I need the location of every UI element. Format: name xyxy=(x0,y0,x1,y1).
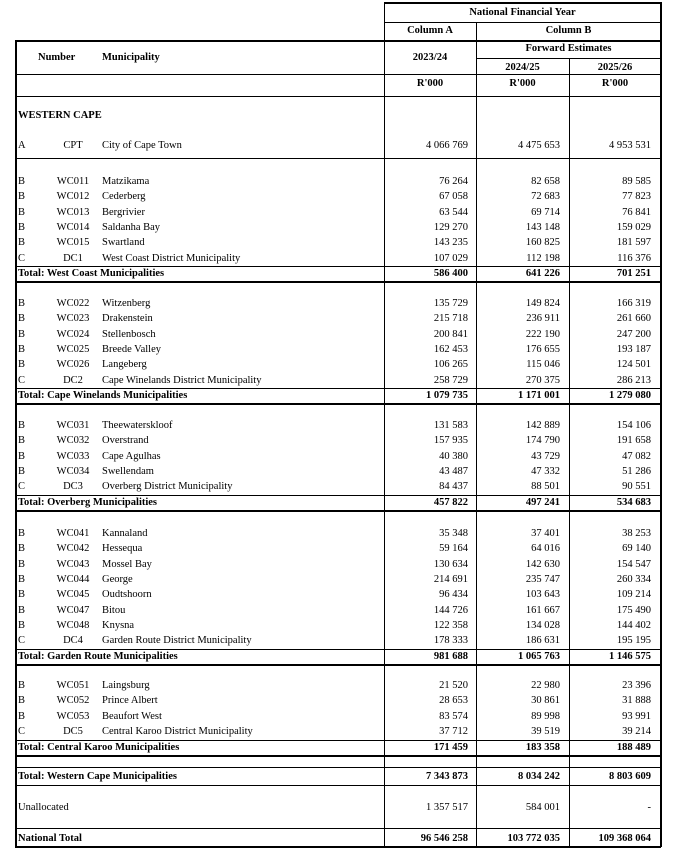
municipality-name: Mossel Bay xyxy=(102,558,152,570)
row-divider xyxy=(15,158,661,159)
value-2025-26: 31 888 xyxy=(622,695,651,707)
municipality-heading: Municipality xyxy=(102,52,160,63)
value-2025-26: 286 213 xyxy=(616,374,651,386)
value-2023-24: 67 058 xyxy=(439,191,468,203)
value-2024-25: 143 148 xyxy=(525,221,560,233)
value-2024-25: 64 016 xyxy=(531,543,560,555)
value-2023-24: 21 520 xyxy=(439,680,468,691)
municipality-category: B xyxy=(18,619,26,631)
municipality-category: B xyxy=(18,573,26,585)
municipality-category: B xyxy=(18,543,26,555)
value-2024-25: 584 001 xyxy=(525,802,560,813)
value-2023-24: 129 270 xyxy=(433,221,468,233)
value-2023-24: 178 333 xyxy=(433,635,468,647)
municipality-category: C xyxy=(18,725,26,737)
municipality-code: WC013 xyxy=(56,206,90,218)
year-column-b2: 2025/26 xyxy=(597,62,633,73)
municipality-code: WC023 xyxy=(56,313,90,325)
value-2025-26: 4 953 531 xyxy=(609,140,651,151)
value-2025-26: 144 402 xyxy=(616,619,651,631)
municipality-name: Knysna xyxy=(102,619,135,631)
column-divider xyxy=(384,2,385,847)
value-2024-25: 22 980 xyxy=(531,680,560,691)
value-2023-24: 258 729 xyxy=(433,374,468,386)
value-2024-25: 88 501 xyxy=(531,481,560,493)
row-divider xyxy=(15,403,661,405)
value-2024-25: 89 998 xyxy=(531,710,560,722)
value-2023-24: 59 164 xyxy=(439,543,468,555)
value-2025-26: 159 029 xyxy=(616,221,651,233)
value-2023-24: 586 400 xyxy=(433,268,468,280)
municipality-code: WC052 xyxy=(56,695,90,707)
value-2023-24: 215 718 xyxy=(433,313,468,325)
municipality-name: City of Cape Town xyxy=(102,140,182,151)
value-2023-24: 7 343 873 xyxy=(426,771,468,782)
value-2023-24: 76 264 xyxy=(439,176,468,187)
value-2025-26: 1 279 080 xyxy=(609,390,651,402)
value-2023-24: 84 437 xyxy=(439,481,468,493)
municipality-code: DC1 xyxy=(63,252,83,264)
municipality-name: Overstrand xyxy=(102,435,149,447)
value-2024-25: 103 772 035 xyxy=(507,833,560,844)
value-2024-25: 134 028 xyxy=(525,619,560,631)
municipality-category: B xyxy=(18,435,26,447)
value-2024-25: 112 198 xyxy=(526,252,560,264)
municipality-category: C xyxy=(18,252,26,264)
municipality-code: WC011 xyxy=(56,176,90,187)
column-b-heading: Column B xyxy=(545,25,592,36)
value-2025-26: 1 146 575 xyxy=(609,650,651,662)
column-divider xyxy=(476,22,477,847)
value-2024-25: 82 658 xyxy=(531,176,560,187)
value-2024-25: 142 630 xyxy=(525,558,560,570)
unit-column-b2: R'000 xyxy=(601,78,629,89)
value-2025-26: 191 658 xyxy=(616,435,651,447)
value-2023-24: 135 729 xyxy=(433,298,468,309)
row-divider xyxy=(15,846,661,848)
province-heading: WESTERN CAPE xyxy=(18,110,102,121)
municipality-code: WC032 xyxy=(56,435,90,447)
year-column-b1: 2024/25 xyxy=(505,62,540,73)
municipality-code: WC048 xyxy=(56,619,90,631)
municipality-name: Beaufort West xyxy=(102,710,162,722)
municipality-category: B xyxy=(18,695,26,707)
group-total-label: Total: Overberg Municipalities xyxy=(18,497,158,508)
value-2025-26: 195 195 xyxy=(616,635,651,647)
municipality-code: WC012 xyxy=(56,191,90,203)
value-2023-24: 28 653 xyxy=(439,695,468,707)
value-2025-26: 39 214 xyxy=(622,725,651,737)
value-2024-25: 69 714 xyxy=(531,206,560,218)
column-a-heading: Column A xyxy=(407,25,453,36)
municipality-category: B xyxy=(18,589,26,601)
unallocated-label: Unallocated xyxy=(18,802,69,813)
municipality-category: B xyxy=(18,604,26,616)
province-total-label: Total: Western Cape Municipalities xyxy=(18,771,177,782)
municipality-category: A xyxy=(18,140,26,151)
value-2023-24: 1 357 517 xyxy=(426,802,468,813)
value-2024-25: 47 332 xyxy=(531,465,560,477)
value-2023-24: 83 574 xyxy=(439,710,468,722)
municipality-name: Matzikama xyxy=(102,176,150,187)
value-2023-24: 144 726 xyxy=(433,604,468,616)
column-divider xyxy=(660,2,662,847)
value-2024-25: 30 861 xyxy=(531,695,560,707)
value-2025-26: 260 334 xyxy=(616,573,651,585)
municipality-code: DC4 xyxy=(63,635,83,647)
value-2024-25: 174 790 xyxy=(525,435,560,447)
municipality-category: B xyxy=(18,465,26,477)
value-2023-24: 1 079 735 xyxy=(426,390,468,402)
municipality-code: WC041 xyxy=(56,528,90,539)
municipality-name: Central Karoo District Municipality xyxy=(102,725,253,737)
value-2025-26: 116 376 xyxy=(617,252,651,264)
row-divider xyxy=(15,828,661,829)
value-2023-24: 457 822 xyxy=(433,497,468,508)
municipality-category: B xyxy=(18,359,26,371)
value-2024-25: 186 631 xyxy=(525,635,560,647)
municipality-code: WC043 xyxy=(56,558,90,570)
municipality-category: B xyxy=(18,420,26,431)
group-total-label: Total: West Coast Municipalities xyxy=(18,268,165,280)
municipality-category: B xyxy=(18,558,26,570)
value-2023-24: 157 935 xyxy=(433,435,468,447)
municipality-name: Kannaland xyxy=(102,528,148,539)
municipality-category: C xyxy=(18,374,26,386)
value-2024-25: 161 667 xyxy=(525,604,560,616)
municipality-category: B xyxy=(18,710,26,722)
municipality-category: B xyxy=(18,528,26,539)
municipality-category: B xyxy=(18,221,26,233)
row-divider xyxy=(15,281,661,283)
value-2024-25: 183 358 xyxy=(525,741,560,753)
column-divider xyxy=(569,58,570,847)
value-2024-25: 497 241 xyxy=(525,497,560,508)
municipality-code: WC022 xyxy=(56,298,90,309)
value-2025-26: 261 660 xyxy=(616,313,651,325)
municipality-category: B xyxy=(18,176,26,187)
row-divider xyxy=(15,740,661,741)
municipality-name: Theewaterskloof xyxy=(102,420,173,431)
national-total-label: National Total xyxy=(18,833,82,844)
municipality-code: WC024 xyxy=(56,328,90,340)
value-2025-26: 51 286 xyxy=(622,465,651,477)
municipality-category: B xyxy=(18,343,26,355)
value-2024-25: 236 911 xyxy=(526,313,560,325)
group-total-label: Total: Garden Route Municipalities xyxy=(18,650,178,662)
municipality-name: Witzenberg xyxy=(102,298,151,309)
value-2024-25: 149 824 xyxy=(525,298,560,309)
value-2023-24: 63 544 xyxy=(439,206,468,218)
value-2023-24: 106 265 xyxy=(433,359,468,371)
value-2024-25: 37 401 xyxy=(531,528,560,539)
value-2024-25: 4 475 653 xyxy=(518,140,560,151)
value-2023-24: 96 434 xyxy=(439,589,468,601)
row-divider xyxy=(15,510,661,512)
value-2023-24: 37 712 xyxy=(439,725,468,737)
municipality-name: Saldanha Bay xyxy=(102,221,161,233)
value-2025-26: 193 187 xyxy=(616,343,651,355)
value-2025-26: 188 489 xyxy=(616,741,651,753)
national-financial-year-heading: National Financial Year xyxy=(469,7,576,18)
municipality-name: Bergrivier xyxy=(102,206,145,218)
municipality-category: C xyxy=(18,481,26,493)
value-2025-26: 154 547 xyxy=(616,558,651,570)
municipality-code: WC034 xyxy=(56,465,90,477)
value-2024-25: 1 171 001 xyxy=(518,390,560,402)
value-2025-26: 8 803 609 xyxy=(609,771,651,782)
group-total-label: Total: Cape Winelands Municipalities xyxy=(18,390,188,402)
unit-column-a: R'000 xyxy=(416,78,444,89)
value-2024-25: 39 519 xyxy=(531,725,560,737)
value-2025-26: 124 501 xyxy=(616,359,651,371)
municipality-name: Breede Valley xyxy=(102,343,161,355)
municipality-code: WC033 xyxy=(56,450,90,462)
municipality-category: C xyxy=(18,635,26,647)
row-divider xyxy=(15,649,661,650)
value-2025-26: - xyxy=(647,802,651,813)
value-2024-25: 72 683 xyxy=(531,191,560,203)
value-2023-24: 122 358 xyxy=(433,619,468,631)
municipality-category: B xyxy=(18,313,26,325)
municipality-name: Drakenstein xyxy=(102,313,153,325)
row-divider xyxy=(15,266,661,267)
value-2025-26: 76 841 xyxy=(622,206,651,218)
municipality-name: Cederberg xyxy=(102,191,146,203)
municipality-code: WC026 xyxy=(56,359,90,371)
value-2023-24: 143 235 xyxy=(433,237,468,249)
value-2023-24: 40 380 xyxy=(439,450,468,462)
municipality-name: Cape Agulhas xyxy=(102,450,161,462)
value-2024-25: 270 375 xyxy=(525,374,560,386)
municipality-code: WC025 xyxy=(56,343,90,355)
municipality-code: WC044 xyxy=(56,573,90,585)
value-2023-24: 131 583 xyxy=(433,420,468,431)
municipality-name: Garden Route District Municipality xyxy=(102,635,252,647)
value-2025-26: 166 319 xyxy=(616,298,651,309)
value-2023-24: 4 066 769 xyxy=(426,140,468,151)
value-2023-24: 96 546 258 xyxy=(420,833,468,844)
municipality-category: B xyxy=(18,680,26,691)
year-column-a: 2023/24 xyxy=(412,52,448,63)
municipality-code: WC014 xyxy=(56,221,90,233)
municipality-code: DC3 xyxy=(63,481,83,493)
row-divider xyxy=(15,767,661,768)
value-2025-26: 701 251 xyxy=(616,268,651,280)
municipality-name: George xyxy=(102,573,133,585)
municipality-category: B xyxy=(18,206,26,218)
municipality-category: B xyxy=(18,328,26,340)
value-2025-26: 77 823 xyxy=(622,191,651,203)
municipality-category: B xyxy=(18,298,26,309)
unit-column-b1: R'000 xyxy=(509,78,536,89)
value-2023-24: 35 348 xyxy=(439,528,468,539)
number-heading: Number xyxy=(38,52,76,63)
value-2025-26: 38 253 xyxy=(622,528,651,539)
value-2024-25: 103 643 xyxy=(525,589,560,601)
row-divider xyxy=(15,388,661,389)
municipality-code: DC5 xyxy=(63,725,83,737)
value-2024-25: 641 226 xyxy=(525,268,560,280)
municipality-code: WC051 xyxy=(56,680,90,691)
municipality-category: B xyxy=(18,237,26,249)
value-2024-25: 160 825 xyxy=(525,237,560,249)
municipality-code: WC031 xyxy=(56,420,90,431)
municipality-code: WC015 xyxy=(56,237,90,249)
value-2025-26: 154 106 xyxy=(616,420,651,431)
row-divider xyxy=(15,495,661,496)
municipality-name: West Coast District Municipality xyxy=(102,252,241,264)
value-2025-26: 109 214 xyxy=(616,589,651,601)
municipality-name: Oudtshoorn xyxy=(102,589,152,601)
municipality-code: WC045 xyxy=(56,589,90,601)
municipality-name: Swartland xyxy=(102,237,145,249)
value-2023-24: 43 487 xyxy=(439,465,468,477)
municipality-name: Cape Winelands District Municipality xyxy=(102,374,262,386)
value-2025-26: 90 551 xyxy=(622,481,651,493)
value-2024-25: 222 190 xyxy=(525,328,560,340)
value-2023-24: 214 691 xyxy=(433,573,468,585)
value-2024-25: 43 729 xyxy=(531,450,560,462)
value-2025-26: 23 396 xyxy=(622,680,651,691)
municipality-code: WC053 xyxy=(56,710,90,722)
row-divider xyxy=(15,785,661,786)
municipality-code: CPT xyxy=(63,140,83,151)
municipality-name: Hessequa xyxy=(102,543,143,555)
group-total-label: Total: Central Karoo Municipalities xyxy=(18,741,180,753)
municipality-name: Laingsburg xyxy=(102,680,150,691)
row-divider xyxy=(15,756,661,757)
municipality-code: DC2 xyxy=(63,374,83,386)
value-2024-25: 8 034 242 xyxy=(518,771,560,782)
municipality-name: Prince Albert xyxy=(102,695,158,707)
municipality-name: Overberg District Municipality xyxy=(102,481,233,493)
value-2025-26: 109 368 064 xyxy=(598,833,651,844)
municipality-category: B xyxy=(18,450,26,462)
row-divider xyxy=(15,664,661,666)
value-2025-26: 69 140 xyxy=(622,543,651,555)
value-2023-24: 171 459 xyxy=(433,741,468,753)
forward-estimates-heading: Forward Estimates xyxy=(525,43,612,54)
value-2023-24: 162 453 xyxy=(433,343,468,355)
value-2024-25: 235 747 xyxy=(525,573,560,585)
value-2024-25: 115 046 xyxy=(526,359,560,371)
municipality-code: WC042 xyxy=(56,543,90,555)
value-2025-26: 175 490 xyxy=(616,604,651,616)
value-2024-25: 176 655 xyxy=(525,343,560,355)
municipality-code: WC047 xyxy=(56,604,90,616)
value-2023-24: 981 688 xyxy=(433,650,468,662)
value-2023-24: 130 634 xyxy=(433,558,468,570)
value-2025-26: 247 200 xyxy=(616,328,651,340)
municipality-name: Bitou xyxy=(102,604,126,616)
value-2025-26: 534 683 xyxy=(616,497,651,508)
value-2025-26: 89 585 xyxy=(622,176,651,187)
value-2023-24: 107 029 xyxy=(433,252,468,264)
municipality-name: Stellenbosch xyxy=(102,328,156,340)
municipality-name: Swellendam xyxy=(102,465,154,477)
municipality-category: B xyxy=(18,191,26,203)
value-2024-25: 1 065 763 xyxy=(518,650,560,662)
value-2023-24: 200 841 xyxy=(433,328,468,340)
value-2025-26: 93 991 xyxy=(622,710,651,722)
value-2025-26: 181 597 xyxy=(616,237,651,249)
value-2024-25: 142 889 xyxy=(525,420,560,431)
value-2025-26: 47 082 xyxy=(622,450,651,462)
municipality-name: Langeberg xyxy=(102,359,147,371)
column-divider xyxy=(15,40,17,847)
